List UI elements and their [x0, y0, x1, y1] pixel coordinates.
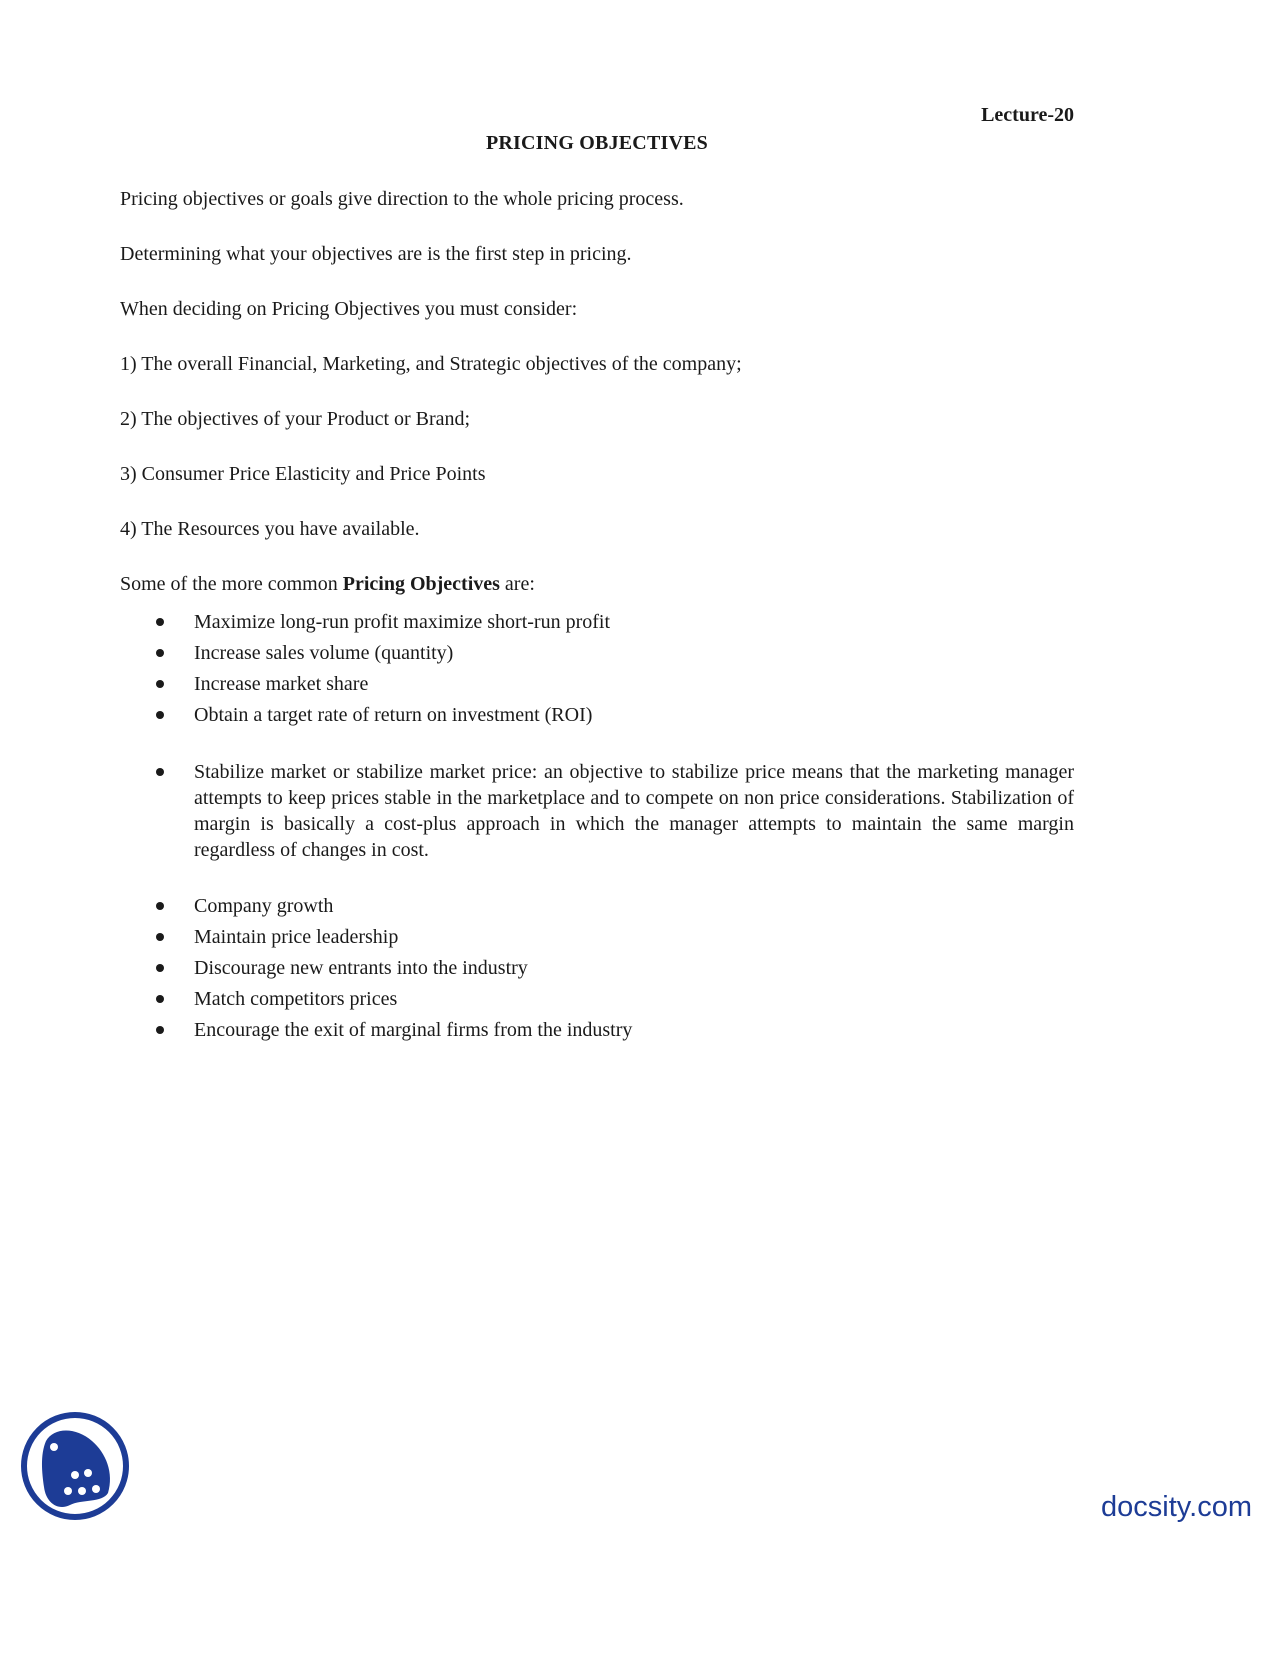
- list-item-text: Stabilize market or stabilize market price: an objective to stabilize price means that the marketing manager attempts to keep prices stable in the marketplace and to compete on non price considerations. Stabilization of margin is basically a cost-plus approach in which the manager attempts to maintain the same margin regardless of changes in cost.: [194, 761, 1074, 861]
- page-title: PRICING OBJECTIVES: [486, 132, 708, 154]
- bullet-icon: [156, 995, 164, 1003]
- list-item: [120, 638, 1074, 669]
- list-item: [120, 984, 1074, 1015]
- consideration-item: 2) The objectives of your Product or Brand;: [120, 408, 471, 430]
- list-item-text: Discourage new entrants into the industry: [194, 957, 528, 979]
- consideration-item: 1) The overall Financial, Marketing, and Strategic objectives of the company;: [120, 353, 742, 375]
- objectives-list-1: [120, 607, 1074, 731]
- list-item: [120, 953, 1074, 984]
- list-item: [120, 669, 1074, 700]
- intro-paragraph: Determining what your objectives are is the first step in pricing.: [120, 243, 632, 265]
- logo-svg: [20, 1411, 130, 1521]
- list-item-text: Match competitors prices: [194, 988, 398, 1010]
- bullet-icon: [156, 618, 164, 626]
- list-item: [120, 607, 1074, 638]
- bullet-icon: [156, 768, 164, 776]
- docsity-logo-icon[interactable]: [20, 1411, 130, 1521]
- bullet-icon: [156, 711, 164, 719]
- intro-paragraph: Pricing objectives or goals give direction to the whole pricing process.: [120, 188, 684, 210]
- list-item-text: Increase market share: [194, 673, 369, 695]
- list-item: [120, 1015, 1074, 1046]
- list-item: [120, 759, 1074, 863]
- list-item-text: Maintain price leadership: [194, 926, 399, 948]
- bullet-icon: [156, 649, 164, 657]
- consideration-item: 3) Consumer Price Elasticity and Price Points: [120, 463, 486, 485]
- intro-bold: Pricing Objectives: [342, 573, 500, 595]
- bullet-icon: [156, 902, 164, 910]
- list-item-text: Maximize long-run profit maximize short-run profit: [194, 611, 611, 633]
- document-body: [120, 186, 1074, 1046]
- list-item: [120, 891, 1074, 922]
- bullet-icon: [156, 680, 164, 688]
- list-item-text: Encourage the exit of marginal firms from the industry: [194, 1019, 633, 1041]
- intro-after: are:: [499, 573, 535, 595]
- list-item: [120, 700, 1074, 731]
- consideration-item: 4) The Resources you have available.: [120, 518, 420, 540]
- objectives-list-3: [120, 891, 1074, 1046]
- objectives-list-2: [120, 759, 1074, 863]
- list-item-text: Company growth: [194, 895, 334, 917]
- intro-paragraph: When deciding on Pricing Objectives you must consider:: [120, 298, 578, 320]
- list-item-text: Obtain a target rate of return on investment (ROI): [194, 704, 593, 726]
- lecture-number: Lecture-20: [981, 104, 1074, 126]
- list-item: [120, 922, 1074, 953]
- list-item-text: Increase sales volume (quantity): [194, 642, 454, 664]
- bullet-icon: [156, 1026, 164, 1034]
- common-objectives-intro: [120, 571, 1074, 597]
- intro-before: Some of the more common: [120, 573, 343, 595]
- bullet-icon: [156, 964, 164, 972]
- docsity-brand-link[interactable]: docsity.com: [1101, 1491, 1252, 1523]
- bullet-icon: [156, 933, 164, 941]
